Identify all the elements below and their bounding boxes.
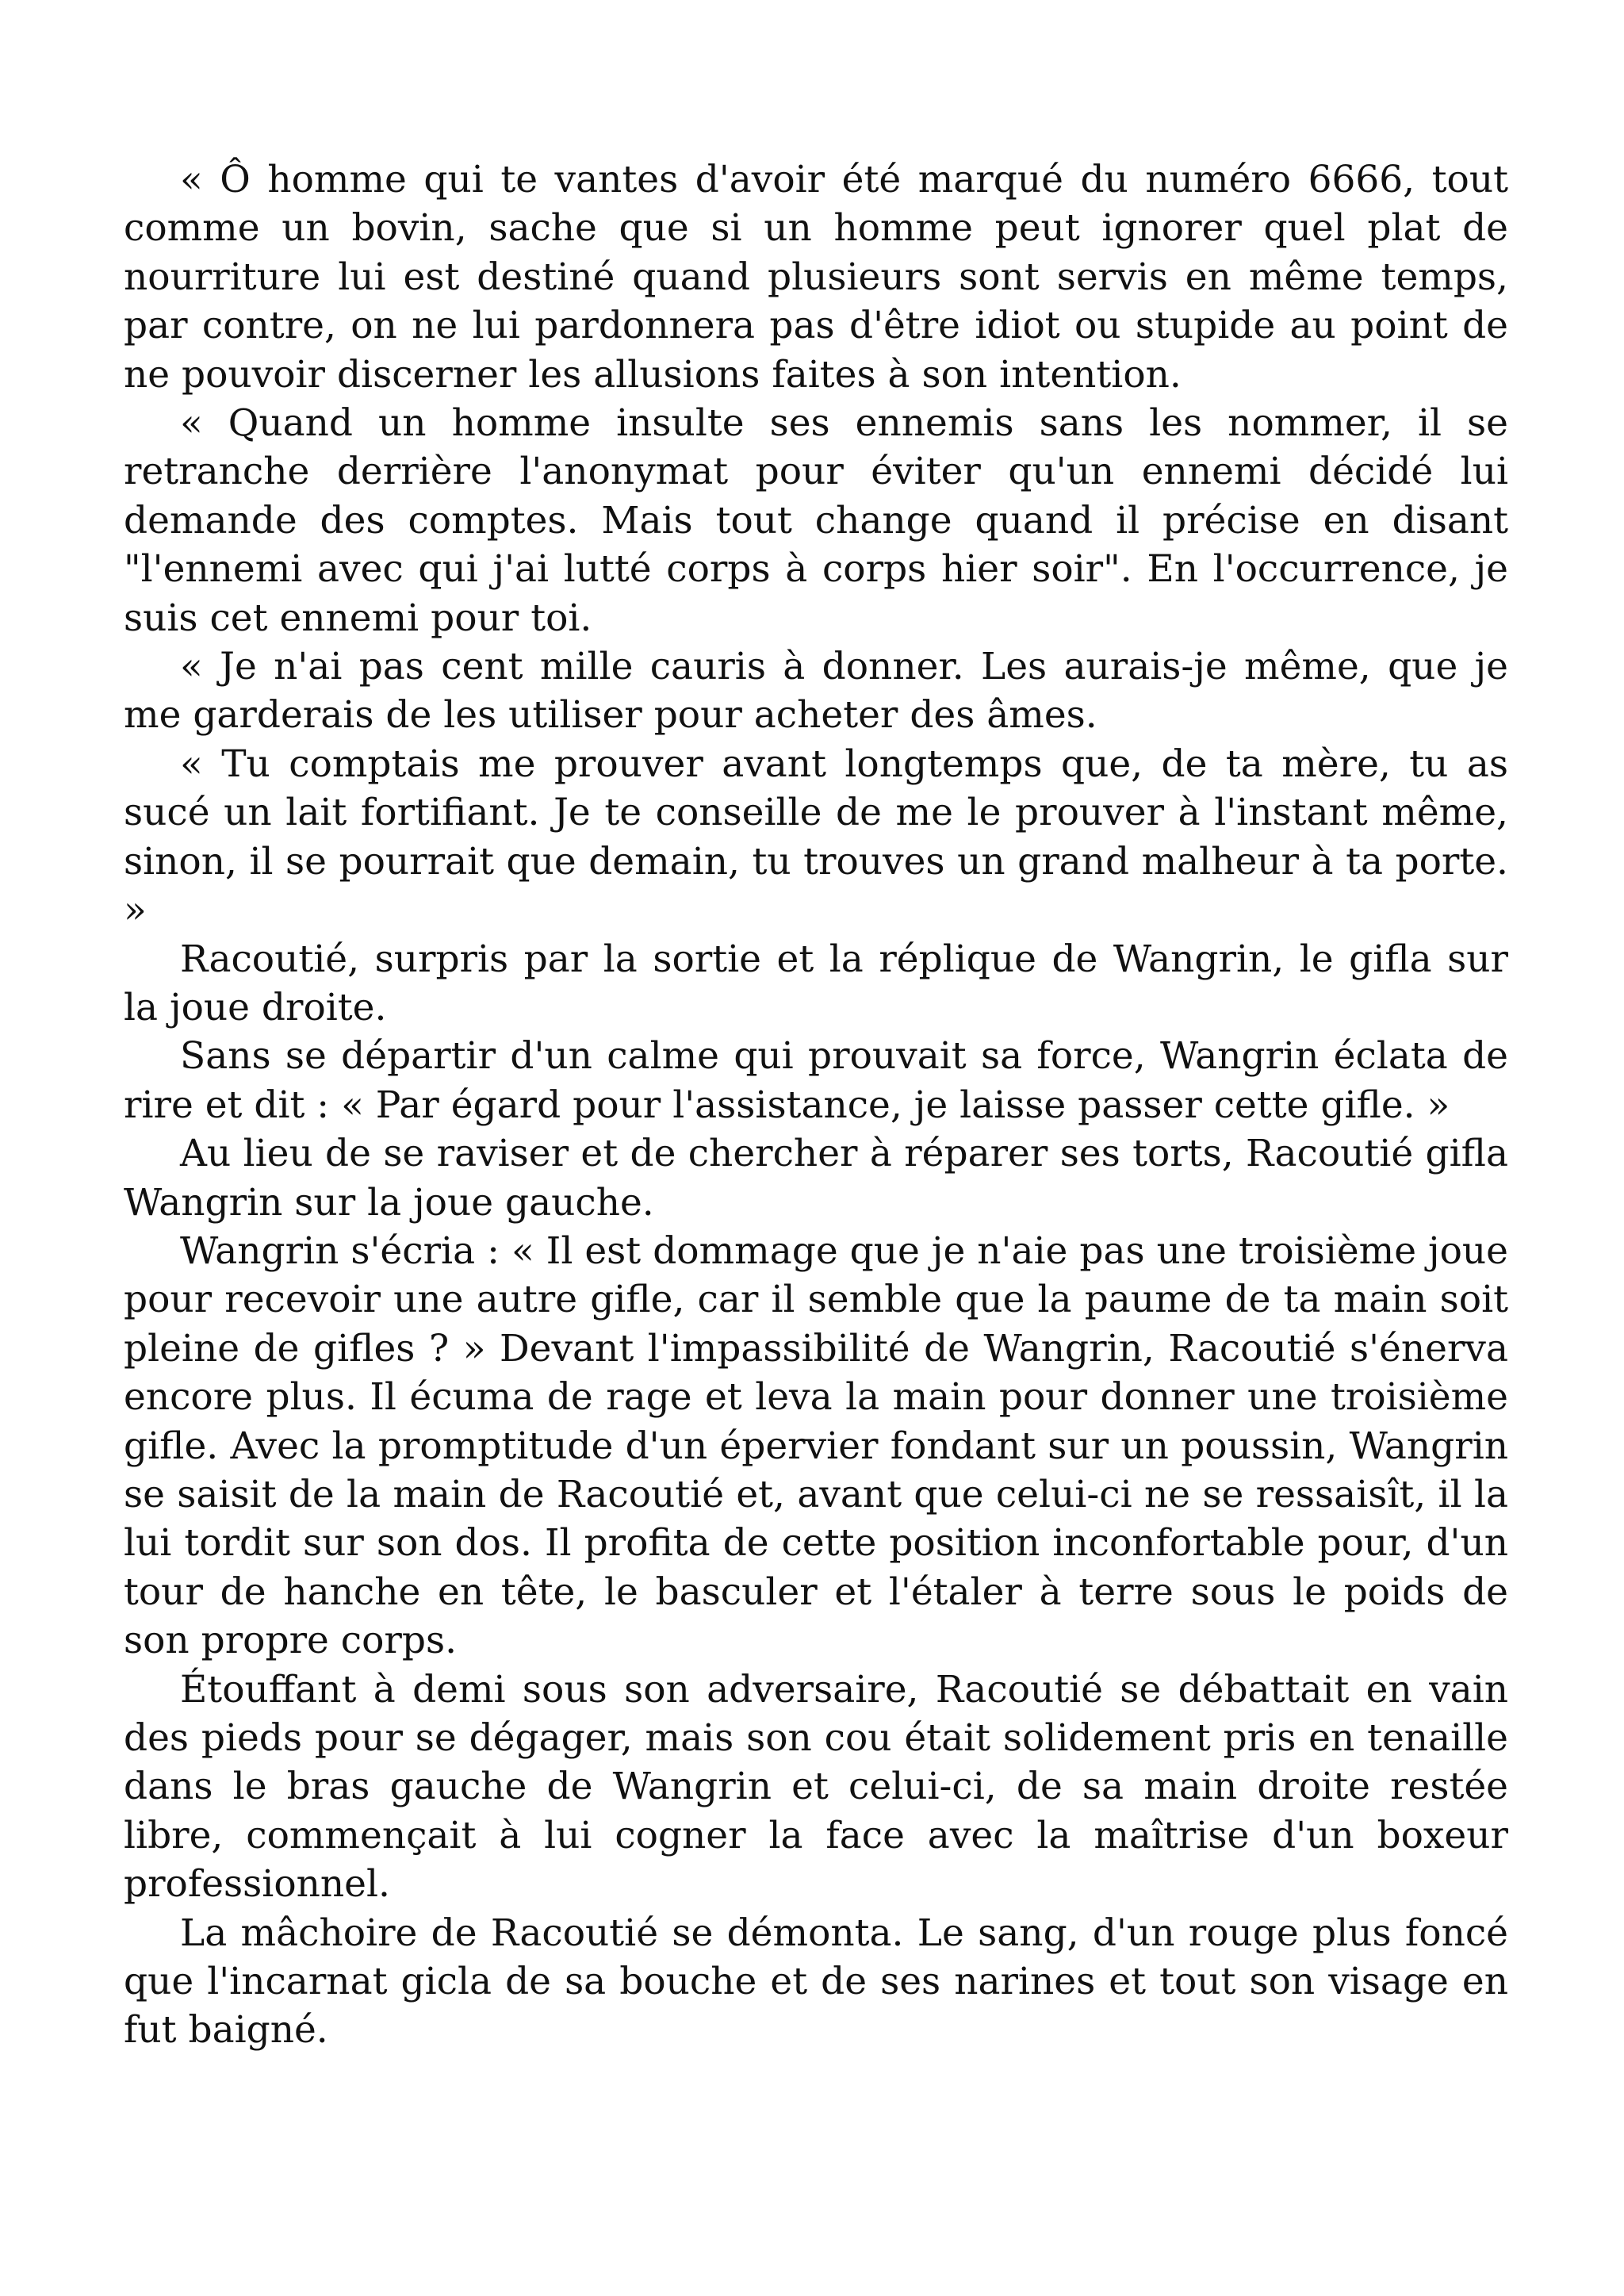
- paragraph: Wangrin s'écria : « Il est dommage que je n'aie pas une troisième joue pour recevoir une autre gifle, car il semble que la paume de ta main soit pleine de gifles ? » Devant l'impassibilité de Wangrin, Racoutié s'énerva encore plus. Il écuma de rage et leva la main pour donner une troisième gifle. Avec la promptitude d'un épervier fondant sur un poussin, Wangrin se saisit de la main de Racoutié et, avant que celui-ci ne se ressaisît, il la lui tordit sur son dos. Il profita de cette position inconfortable pour, d'un tour de hanche en tête, le basculer et l'étaler à terre sous le poids de son propre corps.: [124, 1228, 1508, 1663]
- paragraph: Sans se départir d'un calme qui prouvait sa force, Wangrin éclata de rire et dit : « Par égard pour l'assistance, je laisse passer cette gifle. »: [124, 1034, 1508, 1127]
- paragraph: Racoutié, surpris par la sortie et la réplique de Wangrin, le gifla sur la joue droite.: [124, 937, 1508, 1029]
- document-body: [124, 155, 1508, 2055]
- paragraph: « Je n'ai pas cent mille cauris à donner. Les aurais-je même, que je me garderais de les utiliser pour acheter des âmes.: [124, 645, 1508, 738]
- paragraph: La mâchoire de Racoutié se démonta. Le sang, d'un rouge plus foncé que l'incarnat gicla de sa bouche et de ses narines et tout son visage en fut baigné.: [124, 1911, 1508, 2053]
- paragraph: « Tu comptais me prouver avant longtemps que, de ta mère, tu as sucé un lait fortifiant. Je te conseille de me le prouver à l'instant même, sinon, il se pourrait que demain, tu trouves un grand malheur à ta porte. »: [124, 742, 1508, 933]
- paragraph: « Quand un homme insulte ses ennemis sans les nommer, il se retranche derrière l'anonymat pour éviter qu'un ennemi décidé lui demande des comptes. Mais tout change quand il précise en disant "l'ennemi avec qui j'ai lutté corps à corps hier soir". En l'occurrence, je suis cet ennemi pour toi.: [124, 401, 1508, 640]
- paragraph: « Ô homme qui te vantes d'avoir été marqué du numéro 6666, tout comme un bovin, sache que si un homme peut ignorer quel plat de nourriture lui est destiné quand plusieurs sont servis en même temps, par contre, on ne lui pardonnera pas d'être idiot ou stupide au point de ne pouvoir discerner les allusions faites à son intention.: [124, 158, 1508, 397]
- paragraph: Étouffant à demi sous son adversaire, Racoutié se débattait en vain des pieds pour se dégager, mais son cou était solidement pris en tenaille dans le bras gauche de Wangrin et celui-ci, de sa main droite restée libre, commençait à lui cogner la face avec la maîtrise d'un boxeur professionnel.: [124, 1667, 1508, 1907]
- paragraph: Au lieu de se raviser et de chercher à réparer ses torts, Racoutié gifla Wangrin sur la joue gauche.: [124, 1132, 1508, 1225]
